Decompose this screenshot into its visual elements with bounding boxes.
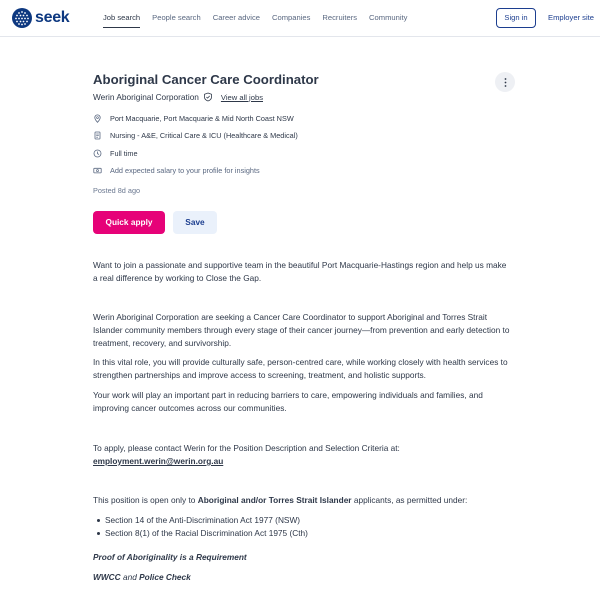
quick-apply-button[interactable]: Quick apply [93,211,165,234]
company-row [93,91,263,103]
eligibility-group: Aboriginal and/or Torres Strait Islander [197,495,352,505]
classification-text[interactable]: Nursing - A&E, Critical Care & ICU (Healthcare & Medical) [110,130,298,140]
checks-requirement [93,571,513,584]
company-name[interactable]: Werin Aboriginal Corporation [93,92,199,102]
location-pin-icon [93,114,102,123]
sign-in-button[interactable]: Sign in [496,8,536,28]
list-item: Section 14 of the Anti-Discrimination Act 1977 (NSW) [105,514,308,527]
apply-text: To apply, please contact Werin for the Position Description and Selection Criteria at: [93,443,400,453]
work-type-row [93,147,138,159]
clock-icon [93,149,102,158]
eligibility-suffix: applicants, as permitted under: [351,495,468,505]
more-options-button[interactable] [495,72,515,92]
wwcc-text: WWCC [93,572,121,582]
classification-icon [93,131,102,140]
location-text[interactable]: Port Macquarie, Port Macquarie & Mid North Coast NSW [110,113,294,123]
description-paragraph-3: Your work will play an important part in reducing barriers to care, empowering individuals and families, and improving cancer outcomes across our communities. [93,390,483,413]
save-button[interactable]: Save [173,211,217,234]
nav-career-advice[interactable]: Career advice [212,13,260,22]
location-row [93,112,294,124]
list-item: Section 8(1) of the Racial Discrimination Act 1975 (Cth) [105,528,308,538]
seek-logo-icon [12,8,32,28]
police-check-text: Police Check [139,572,191,582]
nav-community[interactable]: Community [369,13,408,22]
top-header [0,0,600,37]
money-icon [93,166,102,175]
apply-email-link[interactable]: employment.werin@werin.org.au [93,456,224,466]
eligibility-text [93,494,513,507]
description-paragraph-2: In this vital role, you will provide culturally safe, person-centred care, while working closely with health services to strengthen partnerships and improve access to screening, treatment, and holistic supports. [93,357,508,380]
more-vertical-icon [504,78,507,87]
work-type-text: Full time [110,148,138,158]
nav-job-search[interactable]: Job search [103,0,140,37]
nav-recruiters[interactable]: Recruiters [322,13,358,22]
seek-logo[interactable] [12,8,69,28]
logo-text: seek [35,9,70,26]
legislation-list [105,514,308,540]
verified-shield-icon [203,92,213,102]
posted-date: Posted 8d ago [93,186,141,195]
view-all-jobs-link[interactable]: View all jobs [220,92,263,102]
employer-site-link[interactable]: Employer site [548,13,595,22]
salary-insights-link[interactable]: Add expected salary to your profile for insights [110,165,260,175]
nav-people-search[interactable]: People search [152,13,201,22]
checks-and: and [120,572,140,582]
nav-companies[interactable]: Companies [272,13,311,22]
proof-requirement: Proof of Aboriginality is a Requirement [93,552,247,562]
job-title: Aboriginal Cancer Care Coordinator [93,72,319,87]
description-intro: Want to join a passionate and supportive team in the beautiful Port Macquarie-Hastings region and help us make a real difference by working to Close the Gap. [93,260,507,283]
classification-row [93,129,298,141]
eligibility-prefix: This position is open only to [93,495,198,505]
salary-row [93,164,260,176]
apply-instructions [93,442,513,468]
main-nav [103,0,419,37]
description-paragraph-1: Werin Aboriginal Corporation are seeking a Cancer Care Coordinator to support Aboriginal and Torres Strait Islander community members through every stage of their cancer journey—from prevention and early detection to treatment, recovery, and survivorship. [93,312,510,348]
